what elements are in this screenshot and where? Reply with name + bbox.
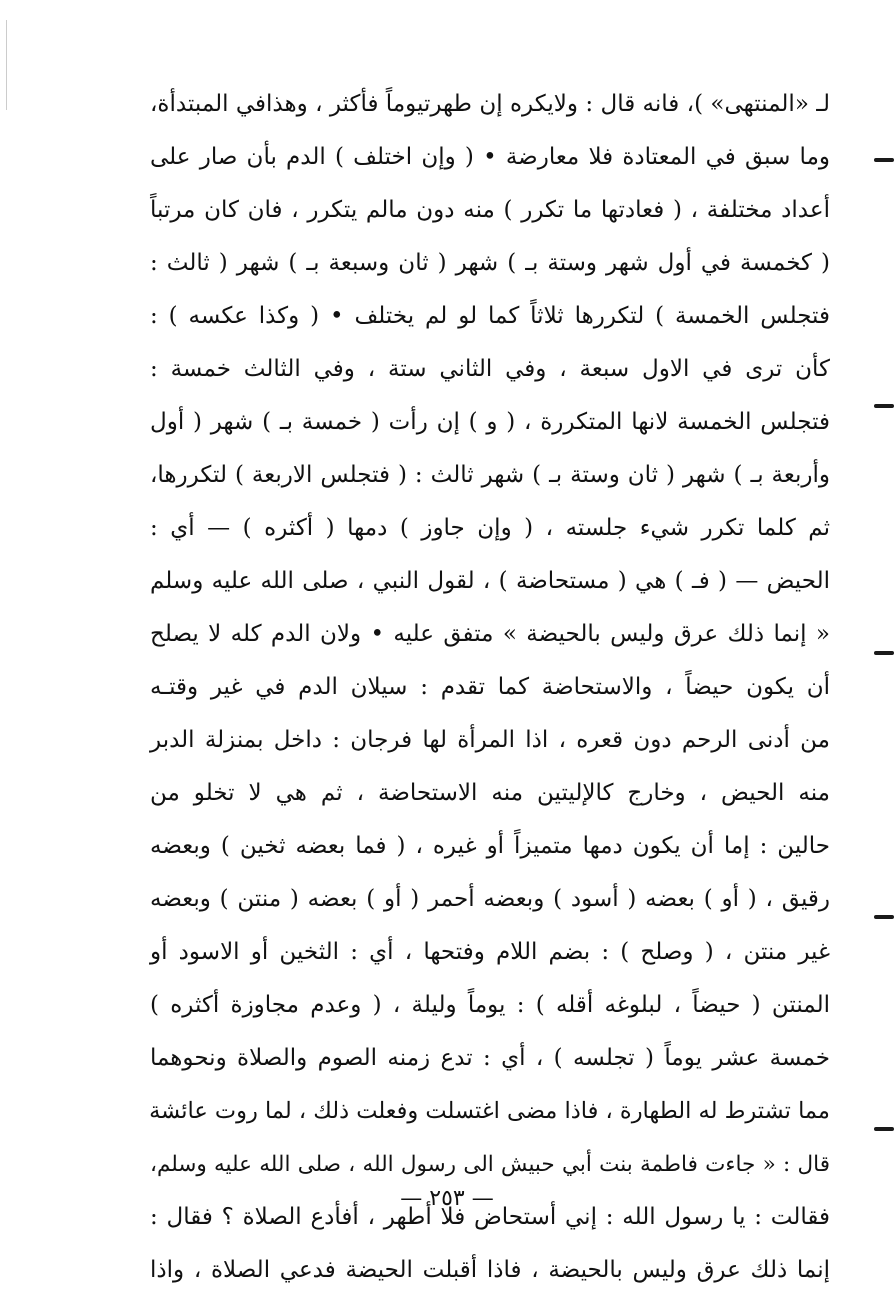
text-line: أن يكون حيضاً ، والاستحاضة كما تقدم : سيلان الدم في غير وقتـه: [150, 674, 830, 700]
margin-mark: [874, 158, 894, 162]
text-line: ثم كلما تكرر شيء جلسته ، ( وإن جاوز ) دمها ( أكثره ) — أي :: [150, 515, 830, 541]
text-line: لـ «المنتهى» )، فانه قال : ولايكره إن طهرتيوماً فأكثر ، وهذافي المبتدأة،: [150, 91, 830, 117]
text-line: من أدنى الرحم دون قعره ، اذا المرأة لها فرجان : داخل بمنزلة الدبر: [150, 727, 830, 753]
text-line: كأن ترى في الاول سبعة ، وفي الثاني ستة ، وفي الثالث خمسة :: [150, 356, 830, 382]
text-line: حالين : إما أن يكون دمها متميزاً أو غيره ، ( فما بعضه ثخين ) وبعضه: [150, 833, 830, 859]
page-number: — ٢٥٣ —: [400, 1186, 494, 1211]
margin-mark: [874, 1127, 894, 1131]
text-line: وأربعة بـ ) شهر ( ثان وستة بـ ) شهر ثالث : ( فتجلس الاربعة ) لتكررها،: [150, 462, 830, 488]
margin-mark: [874, 651, 894, 655]
text-line: فتجلس الخمسة ) لتكررها ثلاثاً كما لو لم يختلف • ( وكذا عكسه ) :: [150, 303, 830, 329]
text-line: المنتن ( حيضاً ، لبلوغه أقله ) : يوماً وليلة ، ( وعدم مجاوزة أكثره ): [150, 992, 830, 1018]
text-line: مما تشترط له الطهارة ، فاذا مضى اغتسلت وفعلت ذلك ، لما روت عائشة: [149, 1098, 830, 1124]
text-line: غير منتن ، ( وصلح ) : بضم اللام وفتحها ، أي : الثخين أو الاسود أو: [150, 939, 830, 965]
text-line: « إنما ذلك عرق وليس بالحيضة » متفق عليه • ولان الدم كله لا يصلح: [150, 621, 830, 647]
text-line: ( كخمسة في أول شهر وستة بـ ) شهر ( ثان وسبعة بـ ) شهر ( ثالث :: [150, 250, 830, 276]
text-line: خمسة عشر يوماً ( تجلسه ) ، أي : تدع زمنه الصوم والصلاة ونحوهما: [150, 1045, 830, 1071]
margin-mark: [874, 915, 894, 919]
text-line: فتجلس الخمسة لانها المتكررة ، ( و ) إن رأت ( خمسة بـ ) شهر ( أول: [150, 409, 830, 435]
text-line: أعداد مختلفة ، ( فعادتها ما تكرر ) منه دون مالم يتكرر ، فان كان مرتباً: [150, 197, 830, 223]
body-text: [150, 78, 830, 1297]
binding-edge-line: [6, 20, 7, 110]
text-line: قال : « جاءت فاطمة بنت أبي حبيش الى رسول الله ، صلى الله عليه وسلم،: [150, 1152, 830, 1177]
text-line: فقالت : يا رسول الله : إني أستحاض فلا أطهر ، أفأدع الصلاة ؟ فقال :: [150, 1204, 830, 1230]
text-line: منه الحيض ، وخارج كالإليتين منه الاستحاضة ، ثم هي لا تخلو من: [150, 780, 830, 806]
text-line: وما سبق في المعتادة فلا معارضة • ( وإن اختلف ) الدم بأن صار على: [150, 144, 830, 170]
text-line: الحيض — ( فـ ) هي ( مستحاضة ) ، لقول النبي ، صلى الله عليه وسلم: [150, 568, 830, 594]
margin-mark: [874, 404, 894, 408]
text-line: رقيق ، ( أو ) بعضه ( أسود ) وبعضه أحمر ( أو ) بعضه ( منتن ) وبعضه: [150, 886, 830, 912]
text-line: إنما ذلك عرق وليس بالحيضة ، فاذا أقبلت الحيضة فدعي الصلاة ، واذا: [150, 1257, 830, 1283]
